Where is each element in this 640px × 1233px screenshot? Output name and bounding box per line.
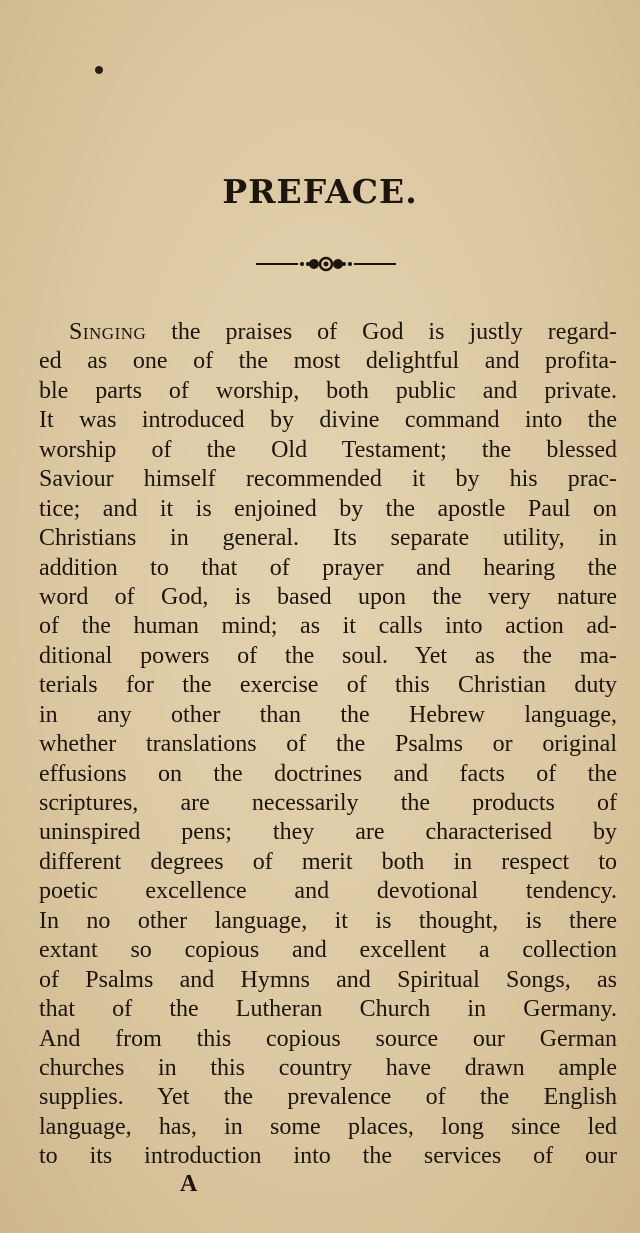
signature-mark: A [180, 1171, 198, 1197]
text-line: whether translations of the Psalms or original [39, 731, 617, 758]
text-line: to its introduction into the services of our [39, 1143, 617, 1170]
text-line: In no other language, it is thought, is there [39, 907, 617, 934]
ink-spot [95, 66, 103, 74]
text-line: Saviour himself recommended it by his prac- [39, 466, 617, 493]
ornament-divider [250, 252, 400, 276]
text-line: of Psalms and Hymns and Spiritual Songs, as [39, 966, 617, 993]
text-line: poetic excellence and devotional tendency. [39, 878, 617, 905]
text-line: that of the Lutheran Church in Germany. [39, 996, 617, 1023]
text-line: ble parts of worship, both public and private. [39, 377, 617, 404]
text-line: Singing the praises of God is justly regard- [69, 319, 617, 345]
preface-body [39, 318, 617, 1172]
text-line: It was introduced by divine command into the [39, 407, 617, 434]
text-line: scriptures, are necessarily the products of [39, 790, 617, 816]
text-line: effusions on the doctrines and facts of the [39, 760, 617, 787]
text-line: Christians in general. Its separate utility, in [39, 525, 617, 552]
text-line: supplies. Yet the prevalence of the English [39, 1084, 617, 1111]
text-line: word of God, is based upon the very nature [39, 583, 617, 610]
text-line: extant so copious and excellent a collection [39, 937, 617, 964]
text-line: in any other than the Hebrew language, [39, 701, 617, 728]
text-line: uninspired pens; they are characterised by [39, 819, 617, 846]
text-line: addition to that of prayer and hearing the [39, 554, 617, 581]
page-title: PREFACE. [222, 172, 418, 211]
text-line: ed as one of the most delightful and profita- [39, 348, 617, 375]
text-line: different degrees of merit both in respect to [39, 848, 617, 875]
text-line: tice; and it is enjoined by the apostle Paul on [39, 495, 617, 522]
text-line: churches in this country have drawn ample [39, 1054, 617, 1081]
text-line: And from this copious source our German [39, 1025, 617, 1052]
text-line: terials for the exercise of this Christian duty [39, 672, 617, 699]
text-line: worship of the Old Testament; the blessed [39, 436, 617, 463]
text-line: of the human mind; as it calls into action ad- [39, 613, 617, 640]
text-line: language, has, in some places, long since led [39, 1113, 617, 1140]
text-line: ditional powers of the soul. Yet as the ma- [39, 642, 617, 669]
lead-word: Singing [69, 319, 147, 345]
